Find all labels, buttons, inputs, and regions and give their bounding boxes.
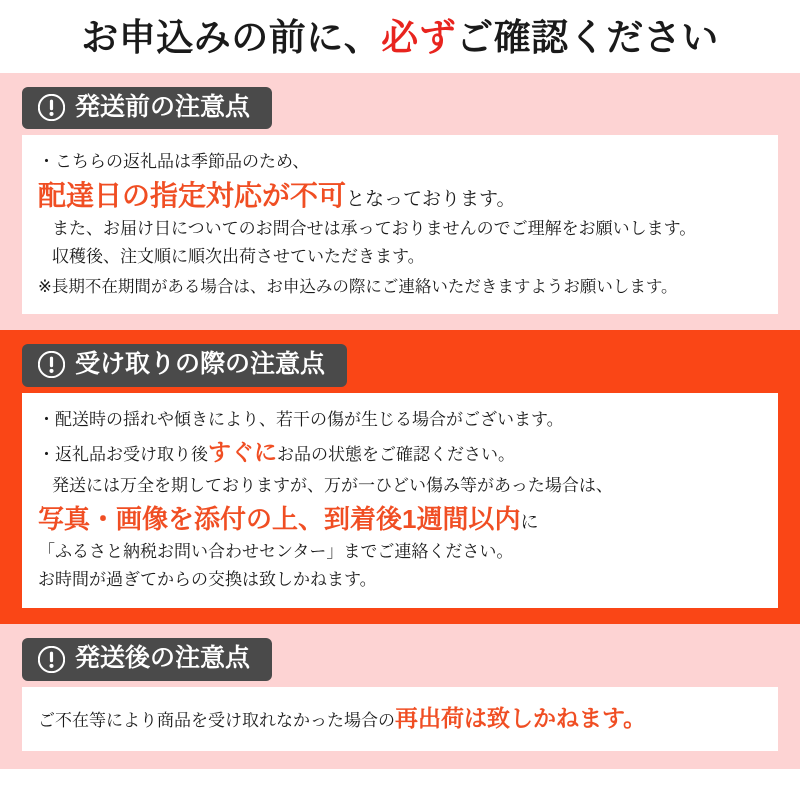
section-3-line-1 bbox=[38, 701, 762, 736]
section-2-line-2-post: お品の状態をご確認ください。 bbox=[277, 445, 515, 465]
section-on-receipt bbox=[0, 330, 800, 624]
section-2-line-2-red: すぐに bbox=[208, 439, 277, 466]
section-1-line-3: また、お届け日についてのお問合せは承っておりませんのでご理解をお願いします。 bbox=[52, 219, 697, 239]
section-after-shipping bbox=[0, 624, 800, 769]
section-2-body bbox=[22, 393, 778, 609]
warning-icon bbox=[38, 94, 65, 121]
section-2-line-1: ・配送時の揺れや傾きにより、若干の傷が生じる場合がございます。 bbox=[38, 409, 564, 429]
page-title-accent: 必ず bbox=[381, 17, 457, 58]
section-3-line-1-pre: ご不在等により商品を受け取れなかった場合の bbox=[38, 710, 395, 730]
section-3-body bbox=[22, 687, 778, 752]
section-2-line-5: 「ふるさと納税お問い合わせセンター」までご連絡ください。 bbox=[38, 542, 514, 562]
section-2-line-4 bbox=[38, 502, 762, 537]
section-2-line-4-red: 写真・画像を添付の上、到着後1週間以内 bbox=[38, 504, 521, 535]
page-title-tail: ご確認ください bbox=[456, 17, 719, 58]
page-title bbox=[0, 0, 800, 73]
warning-icon bbox=[38, 646, 65, 673]
page-title-lead: お申込みの前に、 bbox=[81, 17, 382, 58]
section-1-note: ※長期不在期間がある場合は、お申込みの際にご連絡いただきますようお願いします。 bbox=[38, 278, 678, 297]
warning-icon bbox=[38, 351, 65, 378]
section-1-body bbox=[22, 135, 778, 314]
section-1-line-2 bbox=[38, 177, 762, 215]
section-1-heading bbox=[22, 87, 272, 130]
section-2-line-3: 発送には万全を期しておりますが、万が一ひどい傷み等があった場合は、 bbox=[52, 475, 613, 495]
section-2-line-6: お時間が過ぎてからの交換は致しかねます。 bbox=[38, 569, 377, 589]
section-2-line-4-black: に bbox=[520, 512, 539, 533]
section-2-heading bbox=[22, 344, 347, 387]
section-3-heading-label: 発送後の注意点 bbox=[75, 644, 251, 673]
section-1-line-1: ・こちらの返礼品は季節品のため、 bbox=[38, 152, 310, 172]
section-1-line-2-black: となっております。 bbox=[346, 188, 516, 210]
section-1-line-4: 収穫後、注文順に順次出荷させていただきます。 bbox=[52, 246, 425, 266]
section-before-shipping bbox=[0, 73, 800, 331]
section-2-heading-label: 受け取りの際の注意点 bbox=[75, 350, 326, 379]
section-3-heading bbox=[22, 638, 272, 681]
section-3-line-1-red: 再出荷は致しかねます。 bbox=[395, 704, 647, 731]
section-2-line-2-pre: ・返礼品お受け取り後 bbox=[38, 445, 208, 465]
section-1-line-2-red: 配達日の指定対応が不可 bbox=[38, 179, 347, 211]
section-1-heading-label: 発送前の注意点 bbox=[75, 92, 251, 121]
section-2-line-2 bbox=[38, 435, 762, 470]
